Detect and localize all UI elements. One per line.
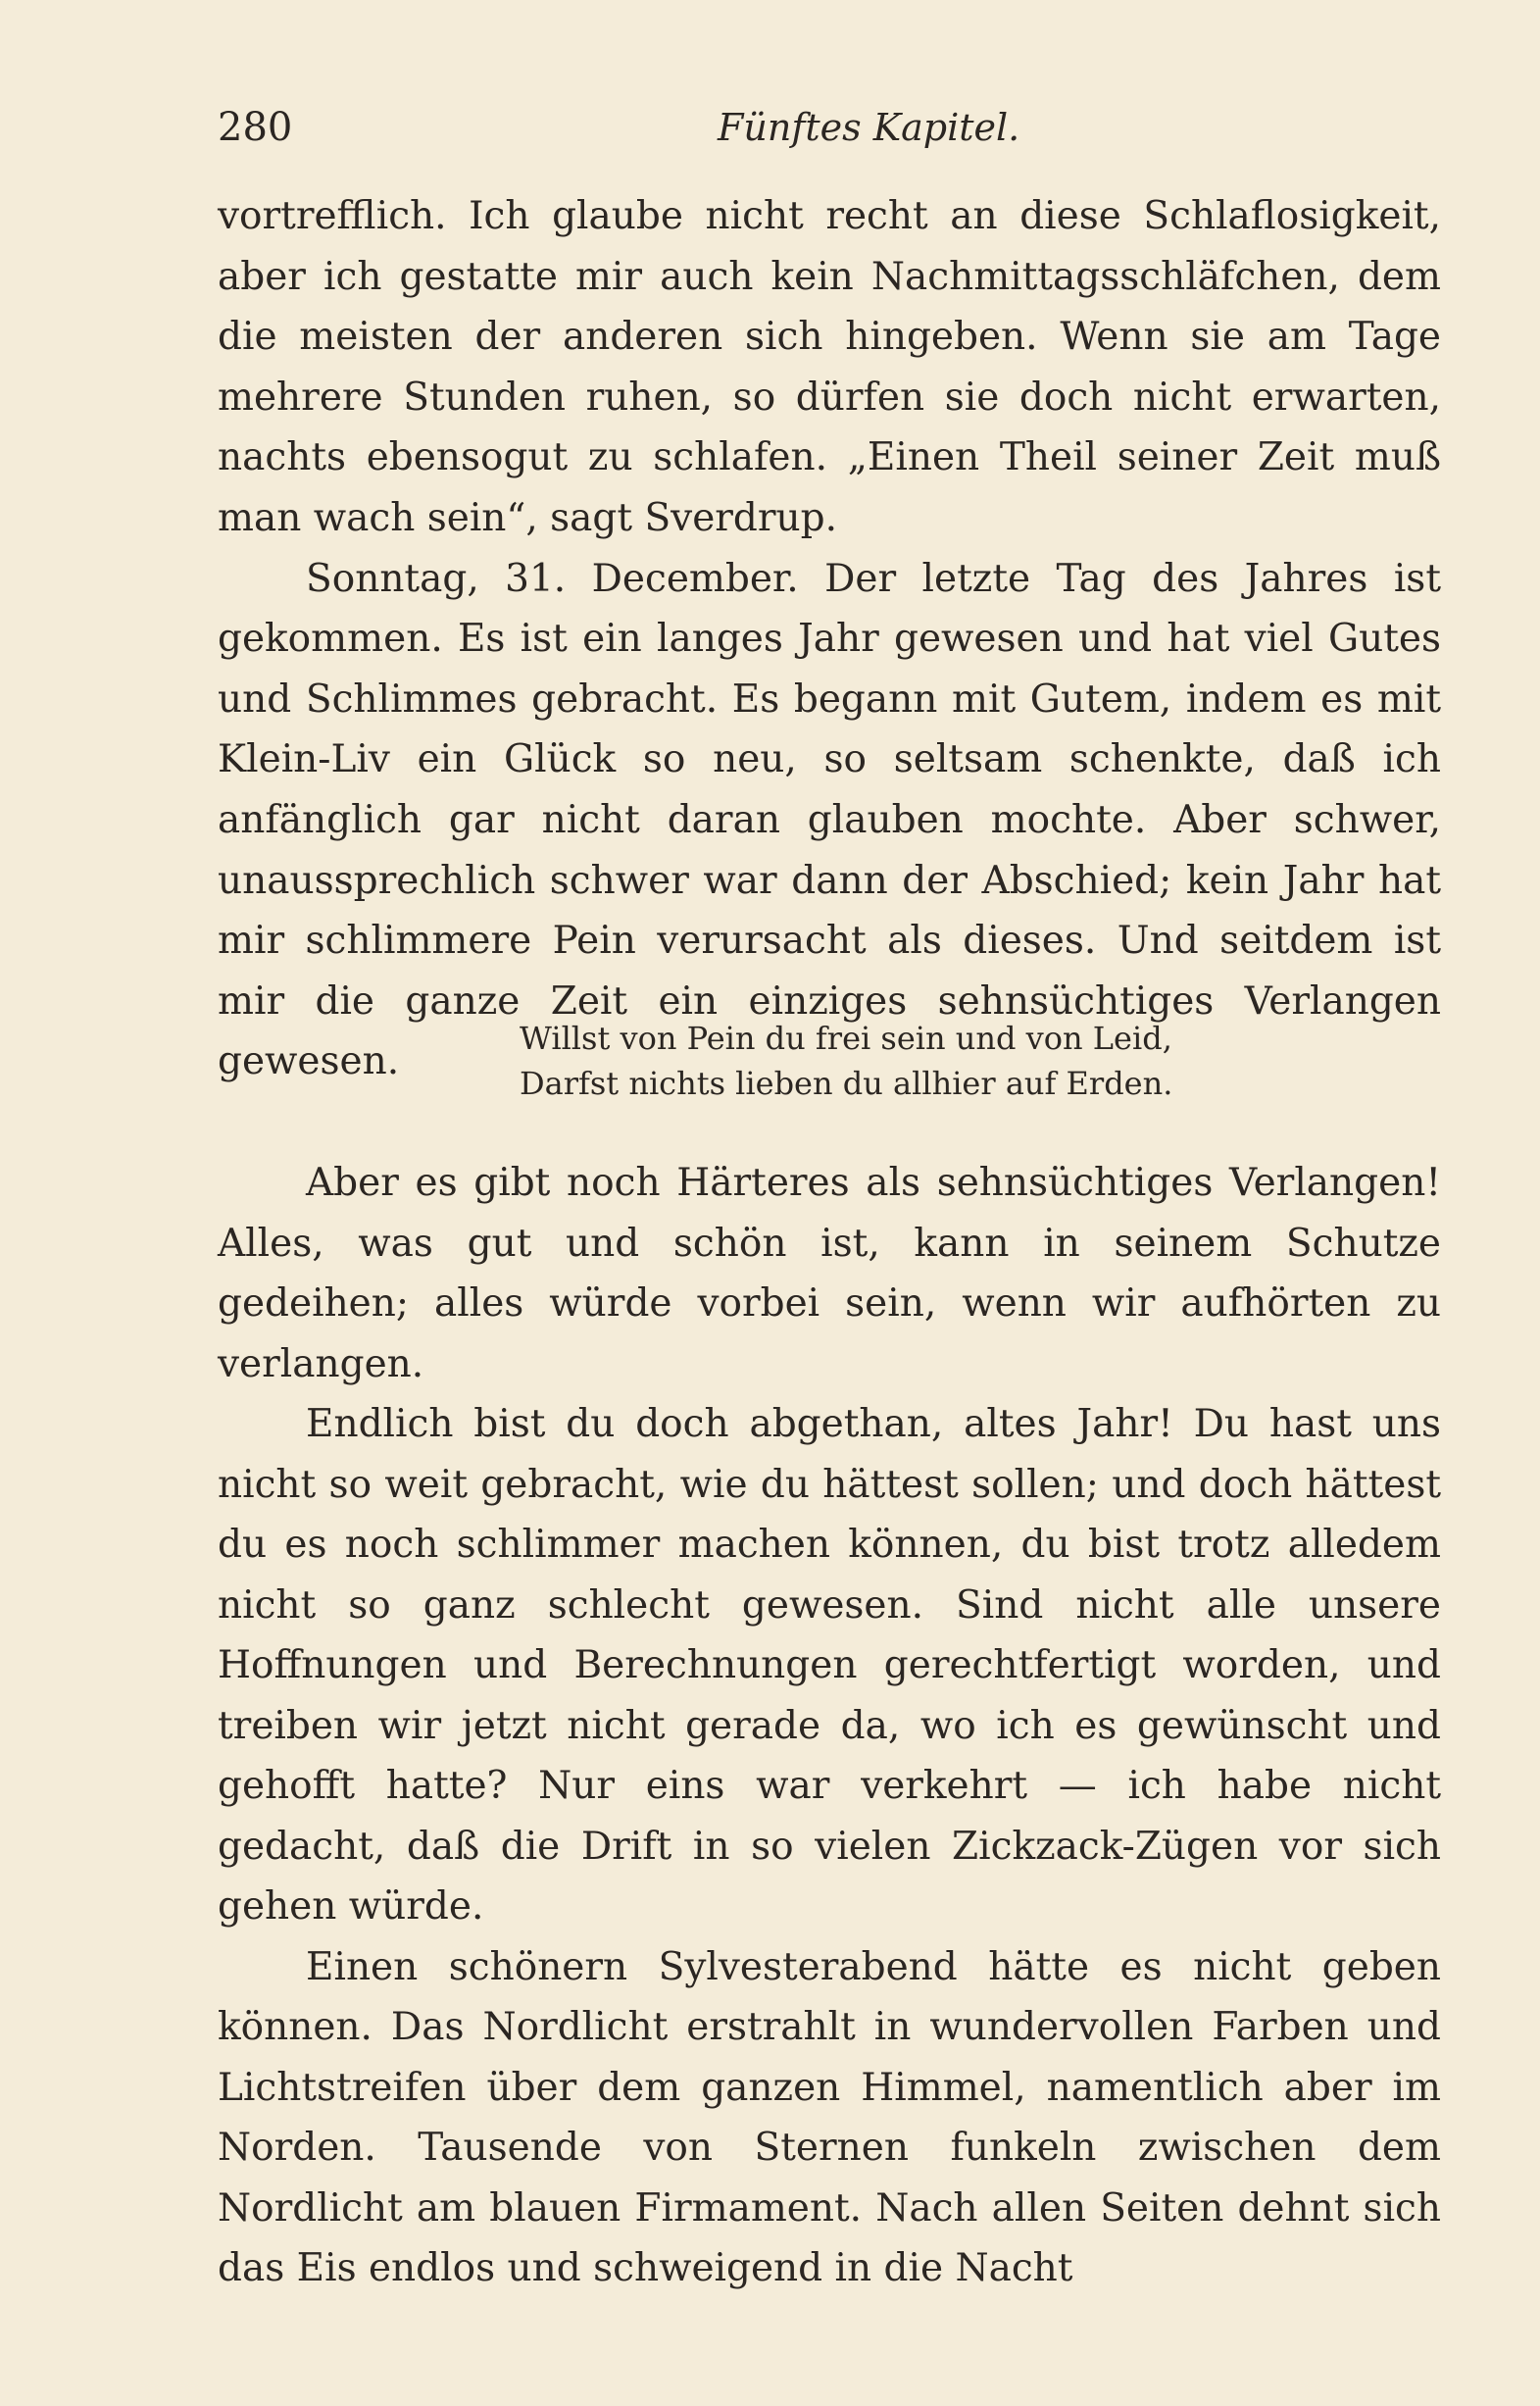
body-text-lower xyxy=(218,1153,1441,2299)
paragraph: vortrefflich. Ich glaube nicht recht an diese Schlaflosigkeit, aber ich gestatte mir auch kein Nachmittagsschläfchen, dem die meisten der anderen sich hingeben. Wenn sie am Tage mehrere Stunden ruhen, so dürfen sie doch nicht erwarten, nachts ebensogut zu schlafen. „Einen Theil seiner Zeit muß man wach sein“, sagt Sverdrup. xyxy=(218,194,1441,540)
verse-line: Willst von Pein du frei sein und von Leid, xyxy=(520,1020,1172,1057)
page-header xyxy=(218,98,1433,157)
page-number: 280 xyxy=(218,105,293,150)
paragraph: Sonntag, 31. December. Der letzte Tag des Jahres ist gekommen. Es ist ein langes Jahr gewesen und hat viel Gutes und Schlimmes gebracht. Es begann mit Gutem, indem es mit Klein-Liv ein Glück so neu, so seltsam schenkte, daß ich anfänglich gar nicht daran glauben mochte. Aber schwer, unaussprechlich schwer war dann der Abschied; kein Jahr hat mir schlimmere Pein verursacht als dieses. Und seitdem ist mir die ganze Zeit ein einziges sehnsüchtiges Verlangen gewesen. xyxy=(218,556,1441,1084)
running-head: Fünftes Kapitel. xyxy=(718,106,1020,149)
body-text-upper xyxy=(218,186,1441,1092)
verse-quote xyxy=(520,1016,1172,1106)
paragraph: Endlich bist du doch abgethan, altes Jahr! Du hast uns nicht so weit gebracht, wie du hättest sollen; und doch hättest du es noch schlimmer machen können, du bist trotz alledem nicht so ganz schlecht gewesen. Sind nicht alle unsere Hoffnungen und Berechnungen gerechtfertigt worden, und treiben wir jetzt nicht gerade da, wo ich es gewünscht und gehofft hatte? Nur eins war verkehrt — ich habe nicht gedacht, daß die Drift in so vielen Zickzack-Zügen vor sich gehen würde. xyxy=(218,1402,1441,1929)
verse-line: Darfst nichts lieben du allhier auf Erden. xyxy=(520,1065,1173,1102)
paragraph: Einen schönern Sylvesterabend hätte es nicht geben können. Das Nordlicht erstrahlt in wundervollen Farben und Lichtstreifen über dem ganzen Himmel, namentlich aber im Norden. Tausende von Sternen funkeln zwischen dem Nordlicht am blauen Firmament. Nach allen Seiten dehnt sich das Eis endlos und schweigend in die Nacht xyxy=(218,1944,1441,2290)
paragraph: Aber es gibt noch Härteres als sehnsüchtiges Verlangen! Alles, was gut und schön ist, kann in seinem Schutze gedeihen; alles würde vorbei sein, wenn wir aufhörten zu verlangen. xyxy=(218,1161,1441,1386)
